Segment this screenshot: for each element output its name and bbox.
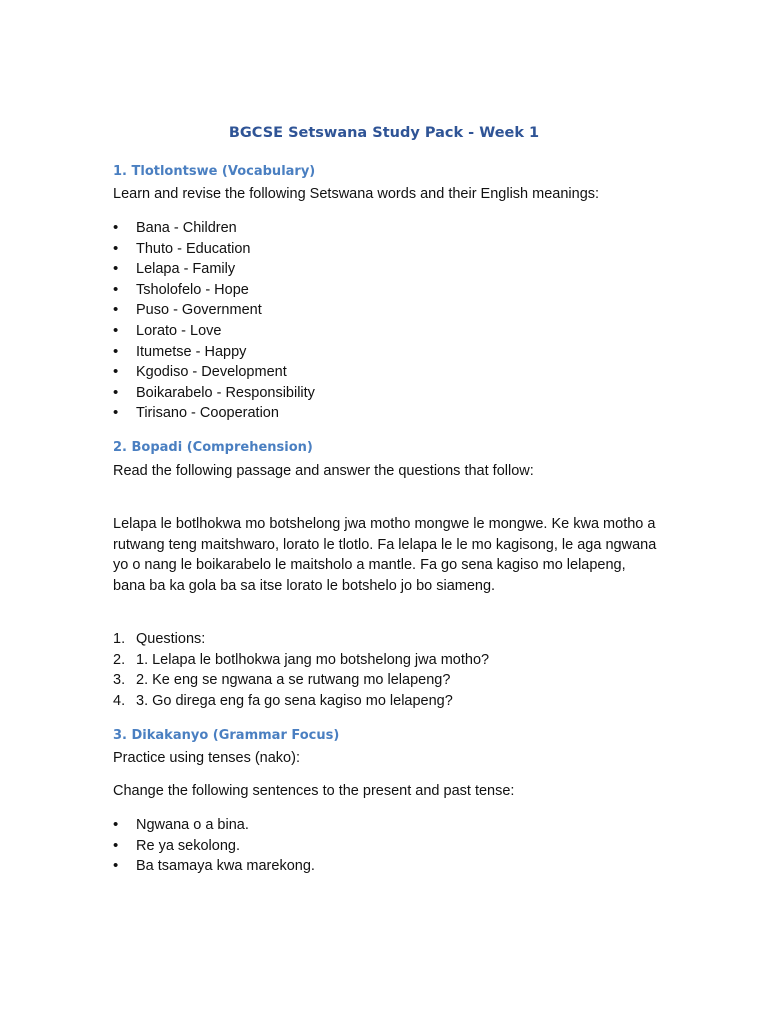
- vocabulary-item: [113, 383, 315, 404]
- bullet-icon: •: [113, 816, 119, 833]
- vocabulary-item: [113, 259, 315, 280]
- bullet-icon: •: [113, 383, 119, 401]
- grammar-sentence: [113, 815, 315, 836]
- bullet-icon: •: [113, 219, 119, 236]
- vocabulary-item-text: Boikarabelo - Responsibility: [136, 384, 315, 401]
- bullet-icon: •: [113, 280, 119, 298]
- bullet-icon: •: [113, 301, 119, 319]
- question-item: [113, 650, 489, 671]
- vocabulary-item: [113, 300, 315, 321]
- bullet-icon: •: [113, 857, 119, 875]
- vocabulary-item: [113, 280, 315, 301]
- bullet-icon: •: [113, 363, 119, 381]
- question-item: [113, 691, 489, 712]
- question-item: [113, 670, 489, 691]
- vocabulary-item-text: Tirisano - Cooperation: [136, 405, 279, 422]
- vocabulary-item: [113, 403, 315, 424]
- list-number: 4.: [113, 692, 126, 709]
- vocabulary-intro: Learn and revise the following Setswana words and their English meanings:: [113, 186, 600, 202]
- grammar-sentence-list: [113, 815, 315, 877]
- list-number: 3.: [113, 672, 126, 689]
- questions-list: [113, 629, 489, 711]
- bullet-icon: •: [113, 239, 119, 257]
- vocabulary-item-text: Tsholofelo - Hope: [136, 281, 249, 298]
- list-number: 2.: [113, 651, 126, 668]
- section-heading-comprehension: 2. Bopadi (Comprehension): [113, 440, 313, 455]
- grammar-sentence: [113, 836, 315, 857]
- vocabulary-item-text: Lelapa - Family: [136, 261, 236, 278]
- question-item-text: 1. Lelapa le botlhokwa jang mo botshelong jwa motho?: [136, 651, 490, 668]
- comprehension-passage: Lelapa le botlhokwa mo botshelong jwa motho mongwe le mongwe. Ke kwa motho a rutwang teng maitshwaro, lorato le tlotlo. Fa lelapa le le mo kagisong, le aga ngwana yo o nang le boikarabelo le maitsholo a mantle. Fa go sena kagiso mo lelapeng, bana ba ka gola ba sa itse lorato le botshelo jo bo siameng.: [113, 516, 657, 594]
- vocabulary-list: [113, 218, 315, 424]
- question-item: [113, 629, 489, 650]
- document-title: BGCSE Setswana Study Pack - Week 1: [228, 125, 540, 141]
- section-heading-vocabulary: 1. Tlotlontswe (Vocabulary): [113, 164, 316, 179]
- question-item-text: 2. Ke eng se ngwana a se rutwang mo lelapeng?: [136, 672, 451, 689]
- bullet-icon: •: [113, 260, 119, 278]
- grammar-sentence-text: Re ya sekolong.: [136, 837, 240, 854]
- comprehension-intro: Read the following passage and answer the questions that follow:: [113, 463, 534, 479]
- bullet-icon: •: [113, 836, 119, 854]
- vocabulary-item: [113, 342, 315, 363]
- bullet-icon: •: [113, 404, 119, 422]
- grammar-sentence-text: Ngwana o a bina.: [136, 817, 249, 833]
- vocabulary-item: [113, 321, 315, 342]
- question-item-text: 3. Go direga eng fa go sena kagiso mo lelapeng?: [136, 692, 453, 709]
- grammar-sentence-text: Ba tsamaya kwa marekong.: [136, 858, 315, 875]
- grammar-sentence: [113, 856, 315, 877]
- bullet-icon: •: [113, 321, 119, 339]
- vocabulary-item-text: Itumetse - Happy: [136, 343, 247, 360]
- vocabulary-item-text: Bana - Children: [136, 220, 237, 236]
- vocabulary-item-text: Kgodiso - Development: [136, 364, 287, 381]
- section-heading-grammar: 3. Dikakanyo (Grammar Focus): [113, 728, 340, 743]
- vocabulary-item-text: Lorato - Love: [136, 322, 222, 339]
- vocabulary-item-text: Puso - Government: [136, 302, 262, 319]
- question-item-text: Questions:: [136, 631, 206, 647]
- vocabulary-item: [113, 362, 315, 383]
- list-number: 1.: [113, 631, 126, 647]
- vocabulary-item: [113, 218, 315, 239]
- grammar-instruction: Change the following sentences to the present and past tense:: [113, 783, 515, 799]
- bullet-icon: •: [113, 342, 119, 360]
- grammar-intro: Practice using tenses (nako):: [113, 750, 300, 766]
- vocabulary-item: [113, 239, 315, 260]
- vocabulary-item-text: Thuto - Education: [136, 240, 251, 257]
